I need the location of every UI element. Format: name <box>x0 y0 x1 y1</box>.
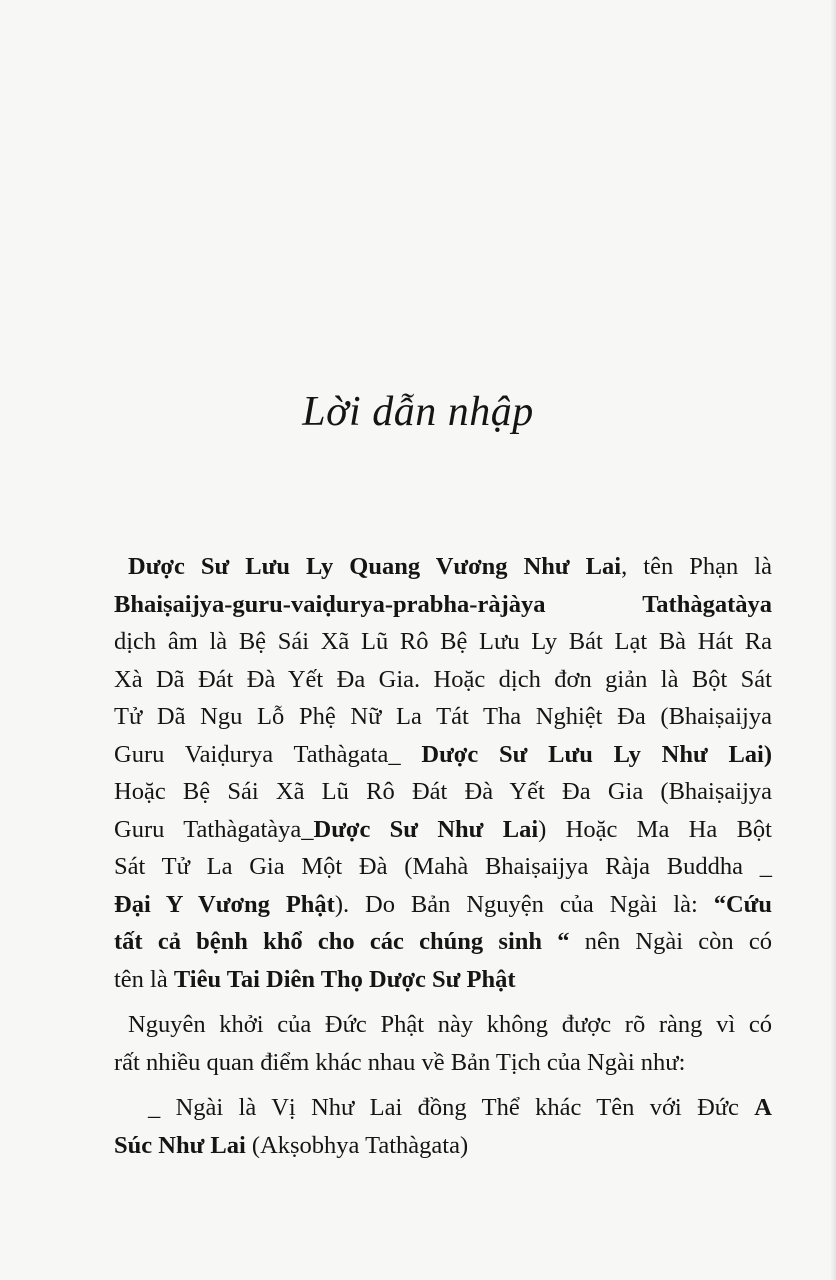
text-line: Hoặc Bệ Sái Xã Lũ Rô Đát Đà Yết Đa Gia (Bhaiṣaijya <box>114 778 772 805</box>
text-line: Nguyên khởi của Đức Phật này không được rõ ràng vì có <box>128 1011 772 1038</box>
paragraph-2 <box>114 1006 772 1081</box>
paragraph-3 <box>114 1089 772 1164</box>
text-span: Guru Vaiḍurya Tathàgata_ <box>114 740 422 768</box>
bold-term: Dược Sư Lưu Ly Như Lai) <box>421 740 773 768</box>
text-line: Bhaiṣaijya-guru-vaiḍurya-prabha-ràjàya Tathàgatàya <box>114 590 772 618</box>
text-span: nên Ngài còn có <box>569 928 772 955</box>
page-edge-shadow <box>830 0 836 1280</box>
bold-term: tất cả bệnh khổ cho các chúng sinh “ <box>114 928 570 955</box>
bold-term: A <box>754 1094 772 1121</box>
bold-term: Súc Như Lai <box>114 1131 246 1159</box>
bold-term: Đại Y Vương Phật <box>114 890 335 918</box>
text-line <box>114 811 772 849</box>
text-span: (Akṣobhya Tathàgata) <box>245 1131 469 1159</box>
text-line <box>114 886 772 924</box>
text-line <box>114 1127 772 1165</box>
bold-term: Dược Sư Lưu Ly Quang Vương Như Lai <box>128 553 622 580</box>
text-span: Guru Tathàgatàya_ <box>114 815 314 843</box>
text-span: ). Do Bản Nguyện của Ngài là: <box>334 890 714 918</box>
bold-term: Tiêu Tai Diên Thọ Dược Sư Phật <box>173 965 516 993</box>
paragraph-1 <box>114 548 773 998</box>
text-span: tên là <box>114 965 174 993</box>
text-span: , tên Phạn là <box>621 553 772 580</box>
text-line <box>114 736 772 774</box>
text-line <box>122 1089 772 1127</box>
bold-term: Dược Sư Như Lai <box>313 815 539 843</box>
text-line <box>114 961 772 999</box>
text-line <box>122 548 772 586</box>
page-title: Lời dẫn nhập <box>302 389 534 435</box>
text-line: Tử Dã Ngu Lỗ Phệ Nữ La Tát Tha Nghiệt Đa (Bhaiṣaijya <box>114 703 772 730</box>
text-line <box>114 923 772 961</box>
body-text <box>114 548 773 1164</box>
text-span: _ Ngài là Vị Như Lai đồng Thể khác Tên với Đức <box>148 1094 755 1121</box>
text-line: Xà Dã Đát Đà Yết Đa Gia. Hoặc dịch đơn giản là Bột Sát <box>114 665 772 693</box>
bold-term: “Cứu <box>713 890 772 918</box>
text-span: ) Hoặc Ma Ha Bột <box>538 815 772 843</box>
text-line: rất nhiều quan điểm khác nhau về Bản Tịch của Ngài như: <box>114 1048 686 1076</box>
text-line: Sát Tử La Gia Một Đà (Mahà Bhaiṣaijya Ràja Buddha _ <box>114 853 772 880</box>
text-line: dịch âm là Bệ Sái Xã Lũ Rô Bệ Lưu Ly Bát Lạt Bà Hát Ra <box>114 628 772 655</box>
